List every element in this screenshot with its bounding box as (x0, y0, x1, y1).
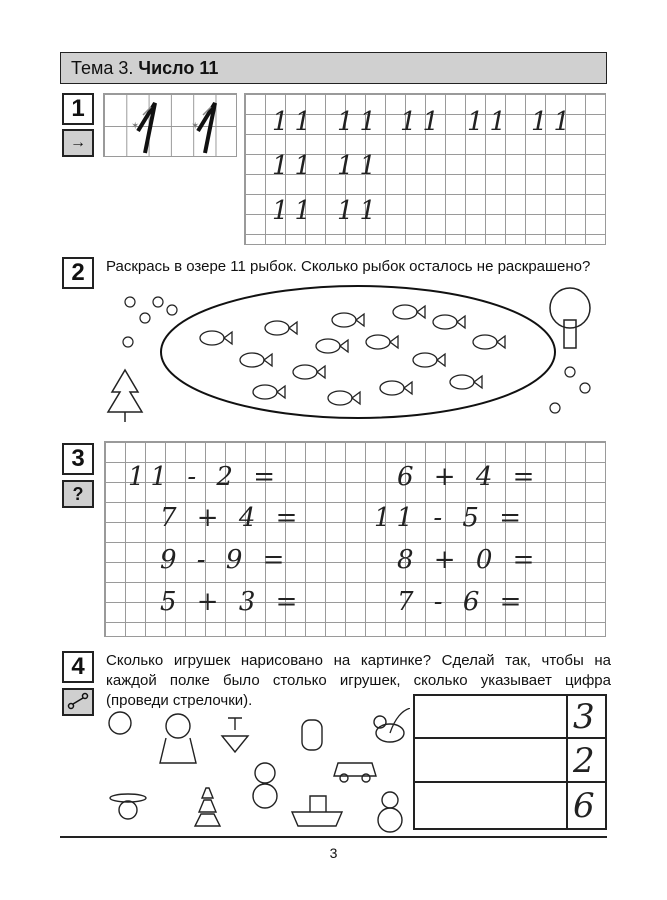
shelf-column-divider (566, 694, 568, 830)
question-icon: ? (62, 480, 94, 508)
practice-11: 11 (272, 151, 318, 181)
roly-poly-icon (382, 792, 398, 808)
shelf-divider (413, 781, 607, 783)
digit-11-sample (103, 93, 237, 157)
expression: 7 + 4 = (160, 503, 304, 533)
practice-11: 11 (272, 196, 318, 226)
expression: 8 + 0 = (397, 545, 541, 575)
task-4-text: Сколько игрушек нарисовано на картинке? Сделай так, чтобы на каждой полке было столько игрушек, сколько указывает цифра (проведи стрелочки). (106, 652, 611, 709)
practice-11: 11 (272, 107, 318, 137)
link-icon (62, 688, 94, 716)
practice-11: 11 (337, 151, 383, 181)
task-2-number: 2 (62, 257, 94, 289)
expression: 5 + 3 = (160, 587, 304, 617)
topic-prefix: Тема 3. (71, 58, 134, 78)
task-4-number: 4 (62, 651, 94, 683)
practice-11: 11 (467, 107, 513, 137)
shelf-divider (413, 737, 607, 739)
task-3-number: 3 (62, 443, 94, 475)
top-icon (222, 718, 248, 752)
task-1-number: 1 (62, 93, 94, 125)
ship-icon (292, 796, 342, 826)
expression: 11 - 5 = (374, 503, 527, 533)
task-2-text: Раскрась в озере 11 рыбок. Сколько рыбок осталось не раскрашено? (106, 258, 591, 275)
expression: 11 - 2 = (128, 462, 281, 492)
expression: 6 + 4 = (397, 462, 541, 492)
toys-illustration (100, 708, 410, 833)
practice-11: 11 (400, 107, 446, 137)
practice-11: 11 (531, 107, 577, 137)
expression: 7 - 6 = (397, 587, 528, 617)
arrow-icon (390, 708, 410, 733)
ball-icon (109, 712, 131, 734)
lake-illustration (100, 280, 610, 430)
page-number: 3 (329, 845, 338, 861)
expression: 9 - 9 = (160, 545, 291, 575)
shelf-slot[interactable] (415, 784, 565, 828)
shelf-count: 6 (573, 786, 595, 826)
bear-icon (255, 763, 275, 783)
car-icon (334, 763, 376, 776)
shelf-slot[interactable] (415, 740, 565, 780)
shelf-slot[interactable] (415, 696, 565, 736)
shelf-count: 2 (573, 741, 595, 781)
doll-icon (166, 714, 190, 738)
page-header (60, 52, 607, 84)
practice-11: 11 (337, 196, 383, 226)
arrow-icon: → (62, 129, 94, 157)
pyramid-icon (195, 788, 220, 826)
matryoshka-icon (302, 720, 322, 750)
practice-11: 11 (337, 107, 383, 137)
topic-title: Число 11 (138, 58, 219, 78)
svg-text:✶: ✶ (131, 121, 140, 132)
shelf-count: 3 (573, 697, 595, 737)
svg-text:✶: ✶ (191, 121, 200, 132)
footer-rule (60, 836, 607, 838)
